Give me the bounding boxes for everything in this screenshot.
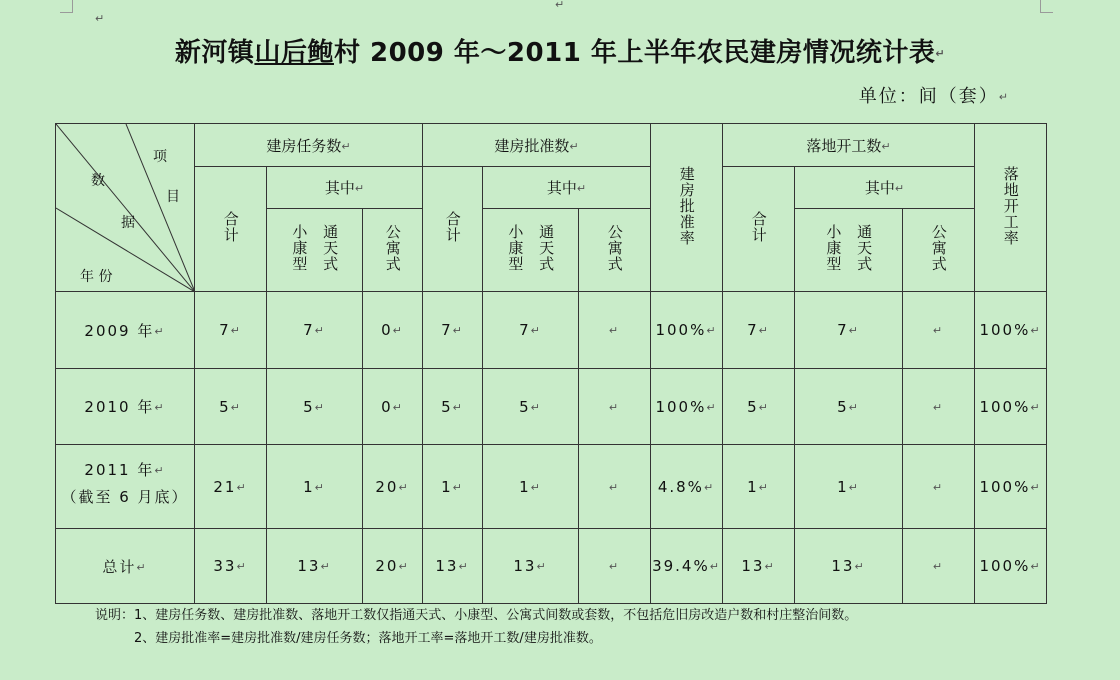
table-cell: 7↵ [483, 292, 579, 369]
header-approve-xk-tt: 小康型 通天式 [483, 209, 579, 292]
header-start-among: 其中↵ [795, 167, 975, 209]
table-cell: 7↵ [795, 292, 903, 369]
corner-label-data2: 据 [121, 215, 135, 231]
table-cell: 1↵ [723, 445, 795, 529]
table-cell: 13↵ [423, 529, 483, 604]
paragraph-mark: ↵ [95, 12, 105, 25]
table-cell: 5↵ [195, 369, 267, 445]
table-cell: 5↵ [795, 369, 903, 445]
unit-label: 单位：间（套）↵ [858, 86, 1010, 107]
table-cell: 1↵ [795, 445, 903, 529]
table-cell: 20↵ [363, 445, 423, 529]
table-row [56, 369, 1047, 445]
row-year-cell: 2010 年↵ [56, 369, 195, 445]
note-line: 说明：1、建房任务数、建房批准数、落地开工数仅指通天式、小康型、公寓式间数或套数，不包括危旧房改造户数和村庄整治间数。 [95, 608, 858, 623]
table-cell: 5↵ [267, 369, 363, 445]
table-cell: 7↵ [195, 292, 267, 369]
table-cell: 5↵ [423, 369, 483, 445]
header-start-total: 合计 [723, 167, 795, 292]
header-task-xk-tt: 小康型 通天式 [267, 209, 363, 292]
header-task: 建房任务数↵ [195, 124, 423, 167]
table-cell: 39.4%↵ [651, 529, 723, 604]
corner-diagonal [56, 124, 195, 292]
header-start: 落地开工数↵ [723, 124, 975, 167]
page-title: 新河镇山后鲍村 2009 年～2011 年上半年农民建房情况统计表↵ [174, 38, 946, 68]
page-corner-tl [60, 0, 73, 13]
table-cell: ↵ [579, 369, 651, 445]
corner-label-item2: 目 [166, 189, 180, 205]
paragraph-mark: ↵ [555, 0, 565, 11]
table-cell: 20↵ [363, 529, 423, 604]
table-cell: 1↵ [267, 445, 363, 529]
header-start-xk-tt: 小康型 通天式 [795, 209, 903, 292]
header-approve: 建房批准数↵ [423, 124, 651, 167]
table-cell: 0↵ [363, 369, 423, 445]
table-cell: 100%↵ [651, 369, 723, 445]
header-start-gy: 公寓式 [903, 209, 975, 292]
header-approve-total: 合计 [423, 167, 483, 292]
row-year-cell: 2009 年↵ [56, 292, 195, 369]
table-cell: 13↵ [795, 529, 903, 604]
table-cell: 33↵ [195, 529, 267, 604]
corner-label-data: 数 [91, 173, 105, 189]
table-cell: 5↵ [483, 369, 579, 445]
table-cell: 7↵ [267, 292, 363, 369]
table-cell: ↵ [903, 445, 975, 529]
table-row [56, 292, 1047, 369]
table-cell: 100%↵ [975, 529, 1047, 604]
header-task-gy: 公寓式 [363, 209, 423, 292]
table-cell: 100%↵ [651, 292, 723, 369]
stats-table [55, 123, 1047, 604]
table-cell: 100%↵ [975, 445, 1047, 529]
header-task-among: 其中↵ [267, 167, 423, 209]
table-cell: 100%↵ [975, 292, 1047, 369]
note-line: 2、建房批准率=建房批准数/建房任务数；落地开工率=落地开工数/建房批准数。 [95, 631, 602, 646]
table-cell: 13↵ [723, 529, 795, 604]
table-cell: ↵ [903, 369, 975, 445]
table-cell: 7↵ [723, 292, 795, 369]
corner-label-item: 项 [153, 149, 167, 165]
notes [95, 604, 857, 650]
table-cell: ↵ [579, 529, 651, 604]
table-cell: 7↵ [423, 292, 483, 369]
table-cell: 13↵ [267, 529, 363, 604]
table-cell: 5↵ [723, 369, 795, 445]
corner-label-year: 年 份 [80, 269, 113, 285]
header-approve-gy: 公寓式 [579, 209, 651, 292]
row-year-cell: 总计↵ [56, 529, 195, 604]
header-task-total: 合计 [195, 167, 267, 292]
header-approve-among: 其中↵ [483, 167, 651, 209]
table-cell: 100%↵ [975, 369, 1047, 445]
corner-header [56, 124, 195, 292]
table-cell: 0↵ [363, 292, 423, 369]
table-cell: 13↵ [483, 529, 579, 604]
table-cell: ↵ [903, 529, 975, 604]
page-corner-tr [1040, 0, 1053, 13]
table-cell: ↵ [579, 445, 651, 529]
table-cell: 1↵ [423, 445, 483, 529]
row-year-cell: 2011 年↵ （截至 6 月底） [56, 445, 195, 529]
table-cell: 4.8%↵ [651, 445, 723, 529]
table-cell: ↵ [579, 292, 651, 369]
table-cell: 21↵ [195, 445, 267, 529]
table-cell: ↵ [903, 292, 975, 369]
table-cell: 1↵ [483, 445, 579, 529]
table-row [56, 445, 1047, 529]
header-approve-rate: 建房批准率 [651, 124, 723, 292]
table-row [56, 529, 1047, 604]
header-start-rate: 落地开工率 [975, 124, 1047, 292]
